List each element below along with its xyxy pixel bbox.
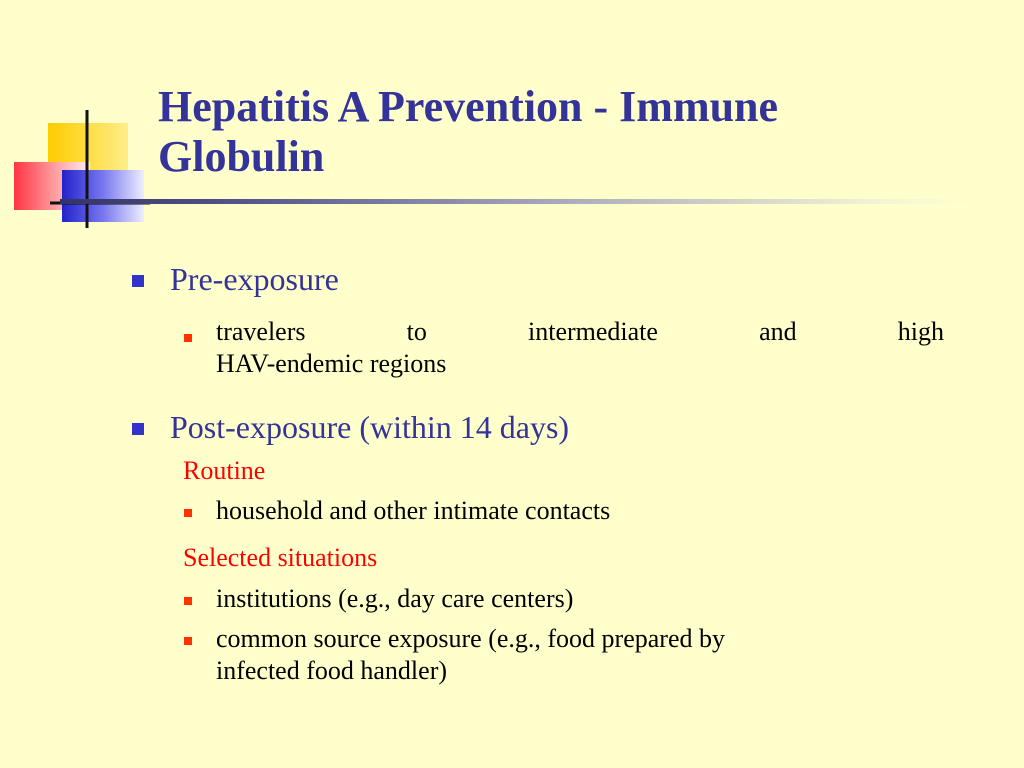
- square-bullet-icon: [132, 423, 144, 435]
- item-word: and: [759, 317, 797, 346]
- routine-item: household and other intimate contacts: [216, 496, 611, 525]
- blue-square: [62, 170, 144, 222]
- routine-label: Routine: [183, 456, 266, 485]
- square-bullet-icon: [184, 637, 192, 645]
- slide-title-line1: Hepatitis A Prevention - Immune: [158, 82, 779, 131]
- square-bullet-icon: [184, 334, 192, 342]
- square-bullet-icon: [184, 597, 192, 605]
- square-bullet-icon: [132, 275, 144, 287]
- item-word: to: [406, 317, 427, 346]
- item-line2: infected food handler): [216, 656, 448, 685]
- selected-item-common-source: [216, 623, 725, 687]
- item-word: travelers: [216, 317, 306, 346]
- item-line1: common source exposure (e.g., food prepared by: [216, 624, 725, 653]
- pre-exposure-heading: Pre-exposure: [170, 261, 339, 297]
- pre-exposure-item: [216, 316, 944, 380]
- item-word: high: [897, 317, 944, 346]
- slide-title-line2: Globulin: [158, 132, 325, 181]
- square-bullet-icon: [184, 509, 192, 517]
- title-divider: [60, 199, 972, 204]
- selected-item-institutions: institutions (e.g., day care centers): [216, 584, 574, 613]
- item-word: intermediate: [528, 317, 658, 346]
- selected-situations-label: Selected situations: [183, 543, 378, 572]
- item-line2: HAV-endemic regions: [216, 349, 447, 378]
- post-exposure-heading: Post-exposure (within 14 days): [170, 409, 570, 445]
- slide-title: [158, 82, 978, 182]
- decorative-squares-logo: [0, 0, 160, 240]
